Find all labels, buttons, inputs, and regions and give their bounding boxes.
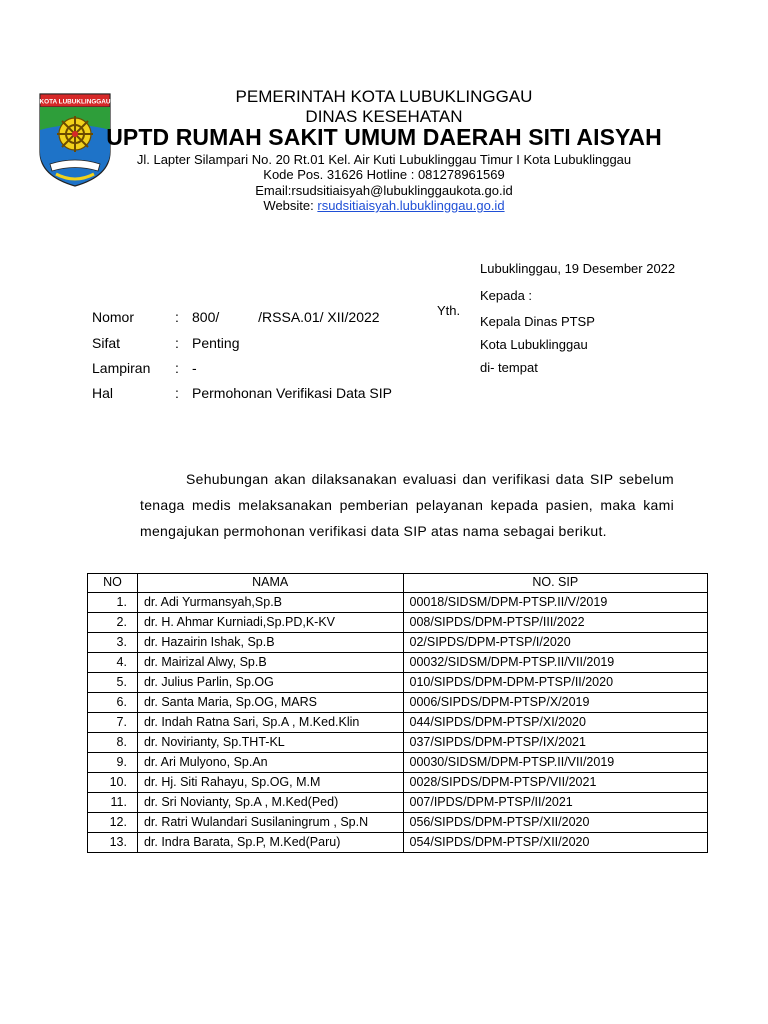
recipient-kepada: Kepada :	[480, 288, 533, 303]
row-number: 6.	[88, 693, 138, 713]
table-row	[88, 653, 708, 673]
row-number: 4.	[88, 653, 138, 673]
table-row	[88, 833, 708, 853]
row-sip-number: 010/SIPDS/DPM-DPM-PTSP/II/2020	[403, 673, 708, 693]
logo-banner-text: KOTA LUBUKLINGGAU	[39, 98, 111, 106]
row-number: 10.	[88, 773, 138, 793]
table-header-row	[88, 574, 708, 593]
row-number: 7.	[88, 713, 138, 733]
hal-label: Hal	[92, 385, 114, 401]
row-number: 5.	[88, 673, 138, 693]
row-name: dr. Indah Ratna Sari, Sp.A , M.Ked.Klin	[137, 713, 403, 733]
row-number: 13.	[88, 833, 138, 853]
table-row	[88, 813, 708, 833]
row-sip-number: 0028/SIPDS/DPM-PTSP/VII/2021	[403, 773, 708, 793]
letterhead-contact: Kode Pos. 31626 Hotline : 081278961569	[263, 167, 505, 182]
row-name: dr. Hj. Siti Rahayu, Sp.OG, M.M	[137, 773, 403, 793]
hal-value: Permohonan Verifikasi Data SIP	[192, 385, 392, 401]
row-name: dr. H. Ahmar Kurniadi,Sp.PD,K-KV	[137, 613, 403, 633]
website-label: Website:	[263, 198, 318, 213]
letterhead-department: DINAS KESEHATAN	[305, 107, 463, 126]
row-number: 9.	[88, 753, 138, 773]
sifat-colon: :	[175, 335, 179, 351]
row-number: 12.	[88, 813, 138, 833]
nomor-value: 800/ /RSSA.01/ XII/2022	[192, 309, 380, 325]
row-sip-number: 00032/SIDSM/DPM-PTSP.II/VII/2019	[403, 653, 708, 673]
table-row	[88, 593, 708, 613]
row-name: dr. Novirianty, Sp.THT-KL	[137, 733, 403, 753]
table-row	[88, 673, 708, 693]
recipient-yth: Yth.	[437, 303, 461, 318]
row-sip-number: 037/SIPDS/DPM-PTSP/IX/2021	[403, 733, 708, 753]
table-row	[88, 713, 708, 733]
sifat-value: Penting	[192, 335, 240, 351]
letter-date: Lubuklinggau, 19 Desember 2022	[480, 261, 676, 276]
header-no: NO	[88, 574, 138, 593]
row-name: dr. Adi Yurmansyah,Sp.B	[137, 593, 403, 613]
letterhead-address: Jl. Lapter Silampari No. 20 Rt.01 Kel. Air Kuti Lubuklinggau Timur I Kota Lubuklinggau	[136, 152, 632, 167]
lampiran-colon: :	[175, 360, 179, 376]
nomor-label: Nomor	[92, 309, 135, 325]
table-row	[88, 613, 708, 633]
row-sip-number: 00018/SIDSM/DPM-PTSP.II/V/2019	[403, 593, 708, 613]
recipient-name: Kepala Dinas PTSP	[480, 314, 595, 329]
row-name: dr. Ratri Wulandari Susilaningrum , Sp.N	[137, 813, 403, 833]
table-row	[88, 693, 708, 713]
row-sip-number: 02/SIPDS/DPM-PTSP/I/2020	[403, 633, 708, 653]
website-link[interactable]: rsudsitiaisyah.lubuklinggau.go.id	[317, 198, 505, 213]
row-name: dr. Indra Barata, Sp.P, M.Ked(Paru)	[137, 833, 403, 853]
table-row	[88, 633, 708, 653]
row-sip-number: 056/SIPDS/DPM-PTSP/XII/2020	[403, 813, 708, 833]
table-row	[88, 753, 708, 773]
letterhead-hospital-name: UPTD RUMAH SAKIT UMUM DAERAH SITI AISYAH	[106, 124, 662, 150]
row-number: 1.	[88, 593, 138, 613]
table-row	[88, 793, 708, 813]
recipient-place: di- tempat	[480, 360, 538, 375]
row-name: dr. Sri Novianty, Sp.A , M.Ked(Ped)	[137, 793, 403, 813]
row-sip-number: 008/SIPDS/DPM-PTSP/III/2022	[403, 613, 708, 633]
row-sip-number: 00030/SIDSM/DPM-PTSP.II/VII/2019	[403, 753, 708, 773]
row-name: dr. Julius Parlin, Sp.OG	[137, 673, 403, 693]
nomor-colon: :	[175, 309, 179, 325]
letter-body-paragraph	[140, 466, 674, 544]
row-name: dr. Mairizal Alwy, Sp.B	[137, 653, 403, 673]
lampiran-label: Lampiran	[92, 360, 151, 376]
table-row	[88, 733, 708, 753]
row-number: 8.	[88, 733, 138, 753]
row-number: 3.	[88, 633, 138, 653]
sifat-label: Sifat	[92, 335, 121, 351]
lampiran-value: -	[192, 360, 197, 376]
row-number: 11.	[88, 793, 138, 813]
body-text: Sehubungan akan dilaksanakan evaluasi dan verifikasi data SIP sebelum tenaga medis melaksanakan pemberian pelayanan kepada pasien, maka kami mengajukan permohonan verifikasi data SIP atas nama sebagai berikut.	[140, 471, 674, 539]
row-sip-number: 054/SIPDS/DPM-PTSP/XII/2020	[403, 833, 708, 853]
letterhead-website	[100, 198, 668, 213]
row-sip-number: 007/IPDS/DPM-PTSP/II/2021	[403, 793, 708, 813]
hal-colon: :	[175, 385, 179, 401]
row-name: dr. Santa Maria, Sp.OG, MARS	[137, 693, 403, 713]
sip-table	[87, 573, 708, 853]
row-name: dr. Ari Mulyono, Sp.An	[137, 753, 403, 773]
row-number: 2.	[88, 613, 138, 633]
recipient-city: Kota Lubuklinggau	[480, 337, 588, 352]
row-sip-number: 044/SIPDS/DPM-PTSP/XI/2020	[403, 713, 708, 733]
row-sip-number: 0006/SIPDS/DPM-PTSP/X/2019	[403, 693, 708, 713]
header-nama: NAMA	[137, 574, 403, 593]
table-row	[88, 773, 708, 793]
letterhead-email: Email:rsudsitiaisyah@lubuklinggaukota.go.id	[255, 183, 513, 198]
letterhead-government: PEMERINTAH KOTA LUBUKLINGGAU	[235, 87, 533, 106]
row-name: dr. Hazairin Ishak, Sp.B	[137, 633, 403, 653]
header-sip: NO. SIP	[403, 574, 708, 593]
